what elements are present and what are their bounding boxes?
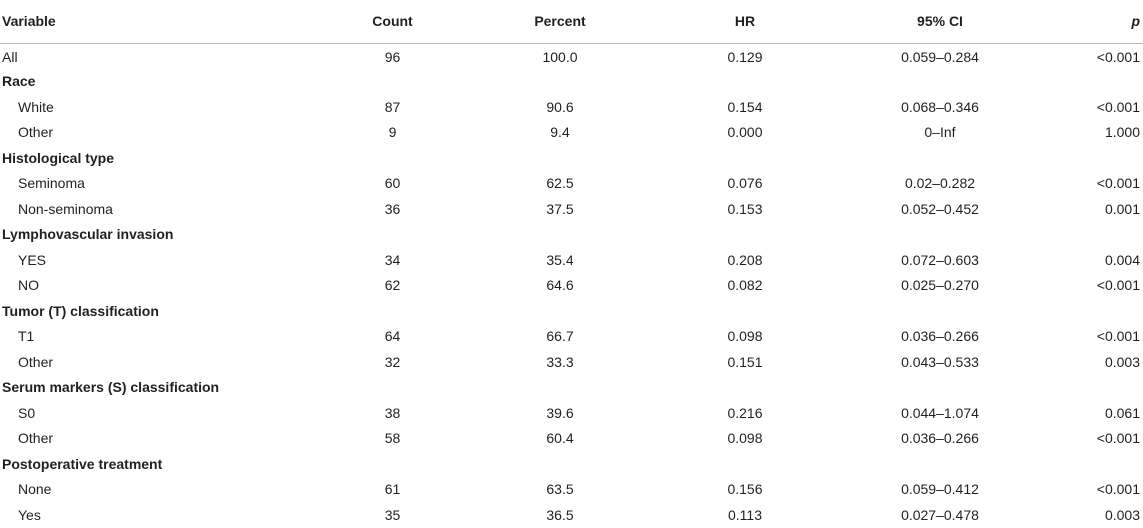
percent-cell — [465, 298, 655, 324]
table-row — [0, 43, 1143, 69]
p-cell: <0.001 — [1096, 328, 1140, 345]
hr-cell — [655, 298, 835, 324]
table-row — [0, 196, 1143, 222]
header-variable: Variable — [0, 0, 320, 43]
p-cell — [1045, 375, 1143, 401]
count-cell: 87 — [384, 98, 401, 115]
variable-cell: All — [2, 48, 18, 65]
percent-cell: 36.5 — [546, 506, 574, 523]
hr-cell: 0.154 — [727, 98, 763, 115]
count-cell: 60 — [384, 175, 401, 192]
count-cell — [320, 451, 465, 477]
table-row — [0, 94, 1143, 120]
section-row — [0, 222, 1143, 248]
p-cell — [1045, 145, 1143, 171]
percent-cell: 100.0 — [542, 48, 578, 65]
table-row — [0, 273, 1143, 299]
hr-cell — [655, 69, 835, 95]
p-cell: 0.061 — [1104, 404, 1140, 421]
hr-cell: 0.151 — [727, 353, 763, 370]
hr-cell: 0.208 — [727, 251, 763, 268]
hr-cell: 0.098 — [727, 328, 763, 345]
ci-cell: 0.068–0.346 — [901, 98, 979, 115]
variable-cell: Yes — [18, 506, 41, 523]
percent-cell: 63.5 — [546, 481, 574, 498]
section-row — [0, 145, 1143, 171]
table-row — [0, 171, 1143, 197]
p-cell: 0.001 — [1104, 200, 1140, 217]
section-label: Histological type — [2, 149, 115, 166]
p-cell: <0.001 — [1096, 430, 1140, 447]
ci-cell: 0.072–0.603 — [901, 251, 979, 268]
header-hr: HR — [655, 0, 835, 43]
count-cell: 61 — [384, 481, 401, 498]
ci-cell — [835, 375, 1045, 401]
table-row — [0, 349, 1143, 375]
count-cell — [320, 222, 465, 248]
hr-cell: 0.076 — [727, 175, 763, 192]
percent-cell: 62.5 — [546, 175, 574, 192]
variable-cell: None — [18, 481, 52, 498]
variable-cell: Other — [18, 353, 54, 370]
section-label: Lymphovascular invasion — [2, 226, 174, 243]
table-row — [0, 426, 1143, 452]
count-cell: 64 — [384, 328, 401, 345]
count-cell: 36 — [384, 200, 401, 217]
header-percent: Percent — [465, 0, 655, 43]
ci-cell: 0.036–0.266 — [901, 430, 979, 447]
hr-cell: 0.156 — [727, 481, 763, 498]
table-row — [0, 477, 1143, 503]
p-cell — [1045, 222, 1143, 248]
section-label: Serum markers (S) classification — [2, 379, 220, 396]
count-cell: 9 — [388, 124, 397, 141]
percent-cell — [465, 375, 655, 401]
hr-cell: 0.153 — [727, 200, 763, 217]
section-row — [0, 298, 1143, 324]
count-cell: 32 — [384, 353, 401, 370]
p-cell — [1045, 298, 1143, 324]
p-cell: <0.001 — [1096, 481, 1140, 498]
ci-cell — [835, 298, 1045, 324]
section-row — [0, 69, 1143, 95]
header-row — [0, 0, 1143, 43]
hr-cell: 0.216 — [727, 404, 763, 421]
ci-cell: 0.025–0.270 — [901, 277, 979, 294]
hr-cell — [655, 145, 835, 171]
table-row — [0, 502, 1143, 528]
variable-cell: White — [18, 98, 54, 115]
count-cell — [320, 69, 465, 95]
hr-cell: 0.129 — [727, 48, 763, 65]
p-cell: 0.004 — [1104, 251, 1140, 268]
percent-cell — [465, 451, 655, 477]
p-cell: 1.000 — [1104, 124, 1140, 141]
p-cell: <0.001 — [1096, 277, 1140, 294]
p-cell: <0.001 — [1096, 175, 1140, 192]
hr-cell: 0.113 — [728, 506, 762, 523]
hr-cell: 0.000 — [727, 124, 763, 141]
hr-cell — [655, 451, 835, 477]
p-cell: <0.001 — [1096, 48, 1140, 65]
ci-cell: 0.052–0.452 — [901, 200, 979, 217]
section-label: Race — [2, 73, 36, 90]
hr-cell: 0.082 — [727, 277, 763, 294]
ci-cell: 0.036–0.266 — [901, 328, 979, 345]
variable-cell: Seminoma — [18, 175, 85, 192]
table-row — [0, 120, 1143, 146]
percent-cell: 64.6 — [546, 277, 574, 294]
count-cell: 34 — [384, 251, 401, 268]
header-count: Count — [320, 0, 465, 43]
percent-cell: 39.6 — [546, 404, 574, 421]
p-cell — [1045, 451, 1143, 477]
percent-cell: 33.3 — [546, 353, 574, 370]
p-cell: 0.003 — [1104, 506, 1140, 523]
count-cell — [320, 375, 465, 401]
count-cell: 38 — [384, 404, 401, 421]
percent-cell: 66.7 — [546, 328, 574, 345]
hr-cell — [655, 222, 835, 248]
variable-cell: T1 — [18, 328, 35, 345]
ci-cell — [835, 451, 1045, 477]
p-cell — [1045, 69, 1143, 95]
variable-cell: S0 — [18, 404, 36, 421]
percent-cell — [465, 222, 655, 248]
hr-cell: 0.098 — [727, 430, 763, 447]
p-cell: <0.001 — [1096, 98, 1140, 115]
variable-cell: Other — [18, 430, 54, 447]
table-row — [0, 324, 1143, 350]
count-cell: 35 — [384, 506, 401, 523]
count-cell — [320, 145, 465, 171]
table-header — [0, 0, 1143, 43]
variable-cell: Other — [18, 124, 54, 141]
ci-cell: 0.02–0.282 — [904, 175, 976, 192]
percent-cell: 60.4 — [546, 430, 574, 447]
ci-cell — [835, 69, 1045, 95]
count-cell: 96 — [384, 48, 401, 65]
ci-cell: 0–Inf — [924, 124, 956, 141]
variable-cell: Non-seminoma — [18, 200, 113, 217]
percent-cell — [465, 145, 655, 171]
variable-cell: NO — [18, 277, 39, 294]
section-label: Postoperative treatment — [2, 455, 163, 472]
count-cell: 58 — [384, 430, 401, 447]
header-ci: 95% CI — [835, 0, 1045, 43]
header-p: p — [1045, 0, 1143, 43]
ci-cell: 0.043–0.533 — [901, 353, 979, 370]
percent-cell: 37.5 — [546, 200, 574, 217]
table-body — [0, 43, 1143, 528]
section-row — [0, 375, 1143, 401]
ci-cell: 0.044–1.074 — [901, 404, 979, 421]
count-cell: 62 — [384, 277, 401, 294]
count-cell — [320, 298, 465, 324]
percent-cell: 90.6 — [546, 98, 574, 115]
table-row — [0, 400, 1143, 426]
ci-cell: 0.059–0.412 — [901, 481, 979, 498]
percent-cell — [465, 69, 655, 95]
percent-cell: 35.4 — [546, 251, 574, 268]
ci-cell — [835, 222, 1045, 248]
p-cell: 0.003 — [1104, 353, 1140, 370]
ci-cell: 0.059–0.284 — [901, 48, 979, 65]
table-row — [0, 247, 1143, 273]
ci-cell — [835, 145, 1045, 171]
variable-cell: YES — [18, 251, 47, 268]
ci-cell: 0.027–0.478 — [901, 506, 979, 523]
section-label: Tumor (T) classification — [2, 302, 159, 319]
percent-cell: 9.4 — [550, 124, 570, 141]
section-row — [0, 451, 1143, 477]
hr-cell — [655, 375, 835, 401]
